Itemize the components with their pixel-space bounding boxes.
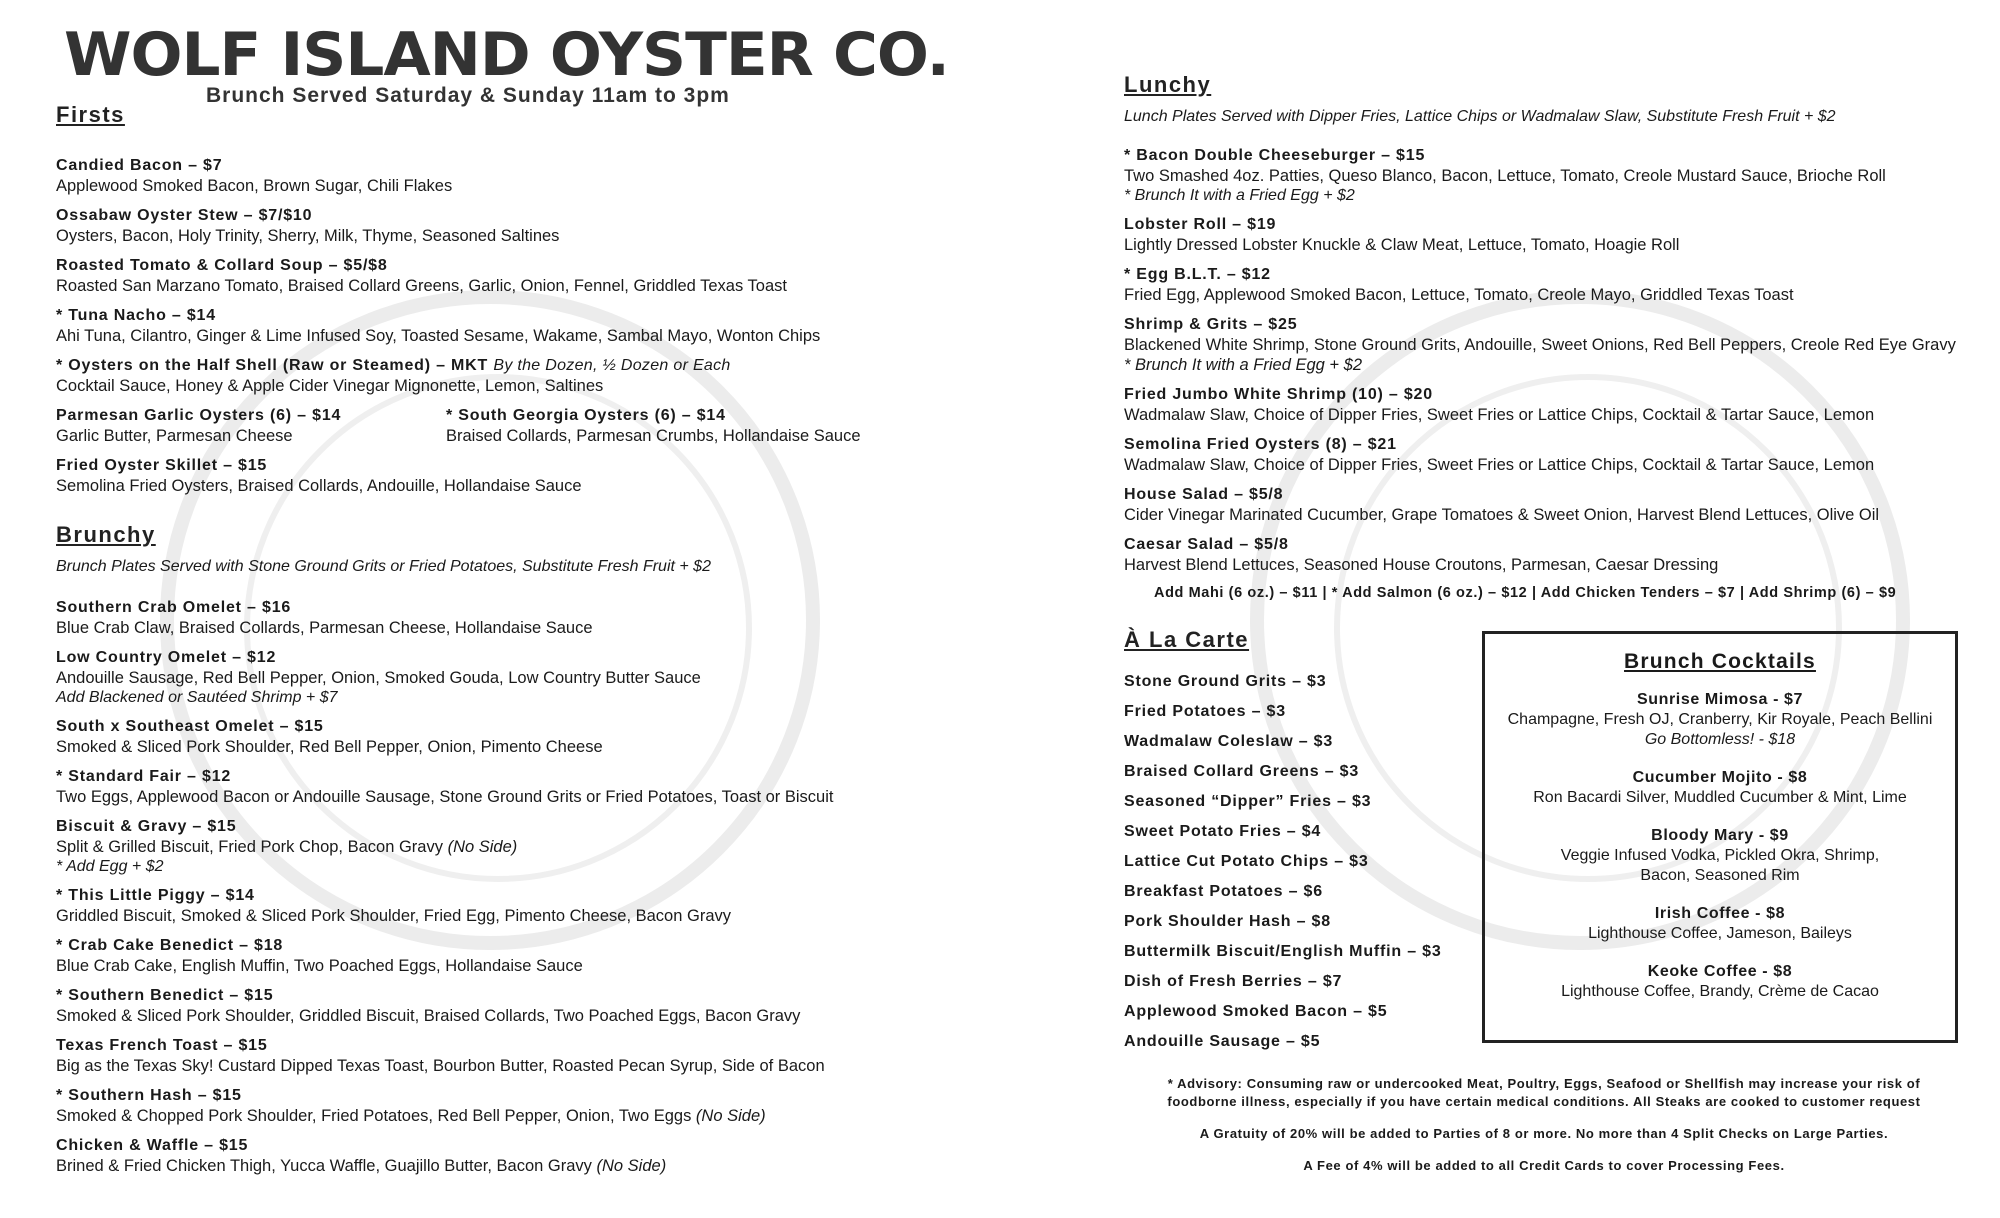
- menu-item-name: [56, 356, 1056, 376]
- menu-item-name: [56, 1036, 1056, 1056]
- menu-item-desc-text: Roasted San Marzano Tomato, Braised Collard Greens, Garlic, Onion, Fennel, Griddled Texas Toast: [56, 277, 787, 295]
- menu-item-name-text: * This Little Piggy – $14: [56, 887, 255, 904]
- alacarte-item: Fried Potatoes – $3: [1124, 703, 1286, 720]
- alacarte-item: Wadmalaw Coleslaw – $3: [1124, 733, 1334, 750]
- menu-item-desc: [56, 787, 1056, 807]
- cocktail-item: [1485, 826, 1955, 886]
- menu-item-desc-text: Smoked & Sliced Pork Shoulder, Griddled Biscuit, Braised Collards, Two Poached Eggs, Bacon Gravy: [56, 1007, 801, 1025]
- menu-item-name-text: Biscuit & Gravy – $15: [56, 818, 237, 835]
- menu-item-desc: [56, 376, 1056, 396]
- menu-item-name: [56, 1086, 1056, 1106]
- menu-item-desc: [56, 906, 1056, 926]
- menu-item-name-text: Low Country Omelet – $12: [56, 649, 277, 666]
- menu-item: [1124, 385, 1964, 425]
- menu-item-addon: * Add Egg + $2: [56, 858, 164, 875]
- menu-item: [56, 206, 1056, 246]
- menu-item-desc-text: Big as the Texas Sky! Custard Dipped Texas Toast, Bourbon Butter, Roasted Pecan Syrup, Side of Bacon: [56, 1057, 825, 1075]
- menu-item-name-text: * Southern Hash – $15: [56, 1087, 242, 1104]
- menu-item-name-text: Lobster Roll – $19: [1124, 216, 1277, 233]
- alacarte-item: Stone Ground Grits – $3: [1124, 673, 1327, 690]
- menu-item-name: [1124, 485, 1964, 505]
- menu-item-desc: [56, 1106, 1056, 1126]
- menu-item: [56, 767, 1056, 807]
- advisory-line-2: foodborne illness, especially if you have certain medical conditions. All Steaks are cooked to customer request: [1167, 1094, 1921, 1109]
- lunchy-list: [1124, 146, 1964, 575]
- menu-item-name: [56, 256, 1056, 276]
- menu-item-desc-text: Oysters, Bacon, Holy Trinity, Sherry, Milk, Thyme, Seasoned Saltines: [56, 227, 560, 245]
- alacarte-area: [1124, 627, 1964, 1057]
- menu-item-desc-text: Andouille Sausage, Red Bell Pepper, Onion, Smoked Gouda, Low Country Butter Sauce: [56, 669, 701, 687]
- menu-item-name-text: Fried Jumbo White Shrimp (10) – $20: [1124, 386, 1433, 403]
- menu-item-desc: [56, 1006, 1056, 1026]
- menu-item: [56, 648, 1056, 707]
- menu-item-name-text: Roasted Tomato & Collard Soup – $5/$8: [56, 257, 388, 274]
- menu-item-desc: [56, 837, 1056, 857]
- menu-item-desc: [56, 956, 1056, 976]
- section-title-lunchy: Lunchy: [1124, 72, 1212, 97]
- menu-item-name: [56, 598, 1056, 618]
- menu-item-desc: [1124, 455, 1964, 475]
- menu-item-desc-text: Cider Vinegar Marinated Cucumber, Grape Tomatoes & Sweet Onion, Harvest Blend Lettuces, Olive Oil: [1124, 506, 1880, 524]
- menu-item: [1124, 485, 1964, 525]
- menu-item: [56, 1136, 1056, 1176]
- alacarte-item: Buttermilk Biscuit/English Muffin – $3: [1124, 943, 1442, 960]
- menu-item-desc-note: (No Side): [695, 1107, 766, 1125]
- credit-card-fee-note: A Fee of 4% will be added to all Credit Cards to cover Processing Fees.: [1303, 1158, 1785, 1173]
- cocktail-list: [1485, 690, 1955, 1002]
- menu-item-desc: [1124, 405, 1964, 425]
- menu-item-name-text: * Crab Cake Benedict – $18: [56, 937, 284, 954]
- alacarte-item: Dish of Fresh Berries – $7: [1124, 973, 1343, 990]
- menu-item-name: [56, 817, 1056, 837]
- menu-item: [56, 886, 1056, 926]
- cocktails-title: Brunch Cocktails: [1624, 650, 1816, 673]
- gratuity-note: A Gratuity of 20% will be added to Parties of 8 or more. No more than 4 Split Checks on Large Parties.: [1199, 1126, 1889, 1141]
- menu-item: [56, 256, 1056, 296]
- menu-item: [56, 936, 1056, 976]
- menu-item-name-text: Texas French Toast – $15: [56, 1037, 268, 1054]
- cocktail-item: [1485, 962, 1955, 1002]
- menu-item: [1124, 435, 1964, 475]
- menu-item-desc: Semolina Fried Oysters, Braised Collards, Andouille, Hollandaise Sauce: [56, 477, 582, 495]
- menu-item-name: [56, 717, 1056, 737]
- menu-item-name-text: Semolina Fried Oysters (8) – $21: [1124, 436, 1397, 453]
- menu-item-desc-text: Two Smashed 4oz. Patties, Queso Blanco, Bacon, Lettuce, Tomato, Creole Mustard Sauce, Brioche Roll: [1124, 167, 1886, 185]
- menu-item-desc: [1124, 505, 1964, 525]
- menu-item-desc-text: Fried Egg, Applewood Smoked Bacon, Lettuce, Tomato, Creole Mayo, Griddled Texas Toast: [1124, 286, 1794, 304]
- menu-item: [56, 717, 1056, 757]
- menu-item-desc: [56, 276, 1056, 296]
- menu-item-name-text: House Salad – $5/8: [1124, 486, 1284, 503]
- menu-item: [1124, 215, 1964, 255]
- menu-item-name-text: * Southern Benedict – $15: [56, 987, 274, 1004]
- menu-item-desc: [56, 326, 1056, 346]
- menu-item-desc-text: Blackened White Shrimp, Stone Ground Grits, Andouille, Sweet Onions, Red Bell Peppers, Creole Red Eye Gravy: [1124, 336, 1956, 354]
- brunch-cocktails-box: [1482, 631, 1958, 1043]
- alacarte-item: Seasoned “Dipper” Fries – $3: [1124, 793, 1372, 810]
- cocktail-desc: Lighthouse Coffee, Jameson, Baileys: [1588, 925, 1852, 942]
- menu-item: [1124, 146, 1964, 205]
- menu-item-desc-text: Smoked & Chopped Pork Shoulder, Fried Potatoes, Red Bell Pepper, Onion, Two Eggs: [56, 1107, 692, 1125]
- menu-item-name: [56, 206, 1056, 226]
- brunch-hours: Brunch Served Saturday & Sunday 11am to 3pm: [206, 84, 730, 107]
- menu-item: [56, 817, 1056, 876]
- menu-item-name: * South Georgia Oysters (6) – $14: [446, 407, 726, 424]
- menu-item-name-text: Caesar Salad – $5/8: [1124, 536, 1289, 553]
- menu-item-desc: [1124, 235, 1964, 255]
- oyster-pair: [56, 406, 1056, 456]
- menu-item-desc-text: Two Eggs, Applewood Bacon or Andouille Sausage, Stone Ground Grits or Fried Potatoes, Toast or Biscuit: [56, 788, 834, 806]
- menu-item: [56, 406, 446, 446]
- menu-item: [56, 1086, 1056, 1126]
- menu-item-desc-text: Blue Crab Claw, Braised Collards, Parmesan Cheese, Hollandaise Sauce: [56, 619, 593, 637]
- menu-item-name-text: * Standard Fair – $12: [56, 768, 232, 785]
- menu-item-name-text: * Oysters on the Half Shell (Raw or Steamed) – MKT: [56, 357, 489, 374]
- menu-item-name: [56, 306, 1056, 326]
- menu-item-name: [1124, 315, 1964, 335]
- cocktail-name: Sunrise Mimosa - $7: [1636, 691, 1804, 708]
- menu-item-desc: [1124, 166, 1964, 186]
- menu-item-addon: Add Blackened or Sautéed Shrimp + $7: [56, 689, 338, 706]
- menu-item-desc-text: Brined & Fried Chicken Thigh, Yucca Waffle, Guajillo Butter, Bacon Gravy: [56, 1157, 592, 1175]
- menu-item-name-text: * Egg B.L.T. – $12: [1124, 266, 1271, 283]
- menu-item-desc-note: (No Side): [596, 1157, 667, 1175]
- menu-item-name-text: * Bacon Double Cheeseburger – $15: [1124, 147, 1426, 164]
- menu-item-desc-text: Harvest Blend Lettuces, Seasoned House Croutons, Parmesan, Caesar Dressing: [1124, 556, 1719, 574]
- menu-item-name-text: * Tuna Nacho – $14: [56, 307, 216, 324]
- cocktail-name: Bloody Mary - $9: [1651, 827, 1789, 844]
- menu-item-desc-text: Blue Crab Cake, English Muffin, Two Poached Eggs, Hollandaise Sauce: [56, 957, 583, 975]
- advisory-line-1: * Advisory: Consuming raw or undercooked Meat, Poultry, Eggs, Seafood or Shellfish may increase your risk of: [1167, 1076, 1921, 1091]
- menu-item-name: [56, 936, 1056, 956]
- cocktail-item: [1485, 690, 1955, 750]
- menu-item-name: Parmesan Garlic Oysters (6) – $14: [56, 407, 342, 424]
- cocktail-desc: Veggie Infused Vodka, Pickled Okra, Shrimp,: [1560, 847, 1880, 864]
- cocktail-item: [1485, 904, 1955, 944]
- cocktail-item: [1485, 768, 1955, 808]
- alacarte-item: Applewood Smoked Bacon – $5: [1124, 1003, 1388, 1020]
- menu-item-name: [1124, 535, 1964, 555]
- firsts-list: [56, 156, 1056, 396]
- menu-item-name: [56, 767, 1056, 787]
- menu-item-name-text: South x Southeast Omelet – $15: [56, 718, 324, 735]
- menu-item-desc: [56, 737, 1056, 757]
- menu-item-desc-note: (No Side): [447, 838, 518, 856]
- menu-item-name-text: Candied Bacon – $7: [56, 157, 223, 174]
- menu-item-name-text: Ossabaw Oyster Stew – $7/$10: [56, 207, 313, 224]
- menu-item-desc: [56, 668, 1056, 688]
- menu-item-desc: [56, 618, 1056, 638]
- menu-item-desc: [56, 1056, 1056, 1076]
- menu-item-desc-text: Split & Grilled Biscuit, Fried Pork Chop, Bacon Gravy: [56, 838, 443, 856]
- menu-item-desc: Garlic Butter, Parmesan Cheese: [56, 427, 293, 445]
- menu-item-name-text: Shrimp & Grits – $25: [1124, 316, 1298, 333]
- menu-item: [56, 356, 1056, 396]
- alacarte-item: Breakfast Potatoes – $6: [1124, 883, 1323, 900]
- menu-item-name: [1124, 385, 1964, 405]
- menu-item: [1124, 265, 1964, 305]
- restaurant-logo: WOLF ISLAND OYSTER CO.: [64, 20, 949, 90]
- menu-item: [56, 306, 1056, 346]
- brunchy-list: [56, 598, 1056, 1176]
- alacarte-item: Braised Collard Greens – $3: [1124, 763, 1360, 780]
- alacarte-item: Pork Shoulder Hash – $8: [1124, 913, 1331, 930]
- menu-item-desc: [1124, 555, 1964, 575]
- menu-item-desc-text: Cocktail Sauce, Honey & Apple Cider Vinegar Mignonette, Lemon, Saltines: [56, 377, 604, 395]
- left-column: [56, 20, 1056, 1186]
- menu-item: [1124, 315, 1964, 375]
- menu-item-desc-text: Applewood Smoked Bacon, Brown Sugar, Chili Flakes: [56, 177, 453, 195]
- alacarte-item: Sweet Potato Fries – $4: [1124, 823, 1322, 840]
- lunch-addons: Add Mahi (6 oz.) – $11 | * Add Salmon (6 oz.) – $12 | Add Chicken Tenders – $7 | Add Shrimp (6) – $9: [1154, 585, 1897, 601]
- menu-item: [1124, 535, 1964, 575]
- menu-item-name: [56, 648, 1056, 668]
- menu-item-desc: [1124, 285, 1964, 305]
- cocktail-desc: Ron Bacardi Silver, Muddled Cucumber & Mint, Lime: [1533, 789, 1907, 806]
- brunchy-note: Brunch Plates Served with Stone Ground Grits or Fried Potatoes, Substitute Fresh Fruit + $2: [56, 558, 711, 575]
- cocktail-name: Keoke Coffee - $8: [1647, 963, 1793, 980]
- menu-item: [56, 986, 1056, 1026]
- alacarte-item: Andouille Sausage – $5: [1124, 1033, 1321, 1050]
- menu-item: [56, 456, 1056, 496]
- menu-item-name: [56, 886, 1056, 906]
- section-title-brunchy: Brunchy: [56, 522, 156, 547]
- menu-item-desc: [56, 1156, 1056, 1176]
- menu-item-name: [1124, 146, 1964, 166]
- menu-item: [56, 1036, 1056, 1076]
- menu-item-name: Fried Oyster Skillet – $15: [56, 457, 268, 474]
- menu-item-desc-text: Lightly Dressed Lobster Knuckle & Claw Meat, Lettuce, Tomato, Hoagie Roll: [1124, 236, 1680, 254]
- menu-item-desc-note: * Brunch It with a Fried Egg + $2: [1124, 356, 1363, 374]
- menu-item-desc-text: Wadmalaw Slaw, Choice of Dipper Fries, Sweet Fries or Lattice Chips, Cocktail & Tartar Sauce, Lemon: [1124, 406, 1875, 424]
- menu-item-name: [1124, 435, 1964, 455]
- cocktail-desc-2: Bacon, Seasoned Rim: [1640, 867, 1800, 884]
- cocktail-desc: Lighthouse Coffee, Brandy, Crème de Cacao: [1561, 983, 1879, 1000]
- menu-item-name: [1124, 265, 1964, 285]
- menu-item: [446, 406, 861, 446]
- menu-item-name-text: Southern Crab Omelet – $16: [56, 599, 292, 616]
- section-title-alacarte: À La Carte: [1124, 627, 1250, 652]
- section-title-firsts: Firsts: [56, 102, 125, 127]
- menu-item-desc-text: Ahi Tuna, Cilantro, Ginger & Lime Infused Soy, Toasted Sesame, Wakame, Sambal Mayo, Wonton Chips: [56, 327, 821, 345]
- menu-item-name-text: Chicken & Waffle – $15: [56, 1137, 249, 1154]
- menu-item-desc: [56, 226, 1056, 246]
- alacarte-item: Lattice Cut Potato Chips – $3: [1124, 853, 1369, 870]
- menu-item-desc: [1124, 335, 1964, 375]
- menu-item: [56, 156, 1056, 196]
- footer-notes: [1124, 1075, 1964, 1175]
- cocktail-desc: Champagne, Fresh OJ, Cranberry, Kir Royale, Peach Bellini: [1507, 711, 1933, 728]
- menu-item-name: [56, 156, 1056, 176]
- menu-item-name: [1124, 215, 1964, 235]
- lunchy-note: Lunch Plates Served with Dipper Fries, Lattice Chips or Wadmalaw Slaw, Substitute Fresh Fruit + $2: [1124, 108, 1836, 125]
- cocktail-addon: Go Bottomless! - $18: [1644, 731, 1796, 748]
- cocktail-name: Cucumber Mojito - $8: [1632, 769, 1808, 786]
- menu-item-addon: * Brunch It with a Fried Egg + $2: [1124, 187, 1355, 204]
- menu-item-desc-text: Smoked & Sliced Pork Shoulder, Red Bell Pepper, Onion, Pimento Cheese: [56, 738, 603, 756]
- menu-item-inline-note: By the Dozen, ½ Dozen or Each: [493, 357, 731, 374]
- right-column: [1124, 72, 1964, 1189]
- menu-item-desc: Braised Collards, Parmesan Crumbs, Hollandaise Sauce: [446, 427, 861, 445]
- menu-item-name: [56, 986, 1056, 1006]
- menu-item-desc-text: Griddled Biscuit, Smoked & Sliced Pork Shoulder, Fried Egg, Pimento Cheese, Bacon Gravy: [56, 907, 731, 925]
- cocktail-name: Irish Coffee - $8: [1654, 905, 1786, 922]
- menu-item-desc-text: Wadmalaw Slaw, Choice of Dipper Fries, Sweet Fries or Lattice Chips, Cocktail & Tartar Sauce, Lemon: [1124, 456, 1875, 474]
- menu-item-desc: [56, 176, 1056, 196]
- menu-item-name: [56, 1136, 1056, 1156]
- menu-item: [56, 598, 1056, 638]
